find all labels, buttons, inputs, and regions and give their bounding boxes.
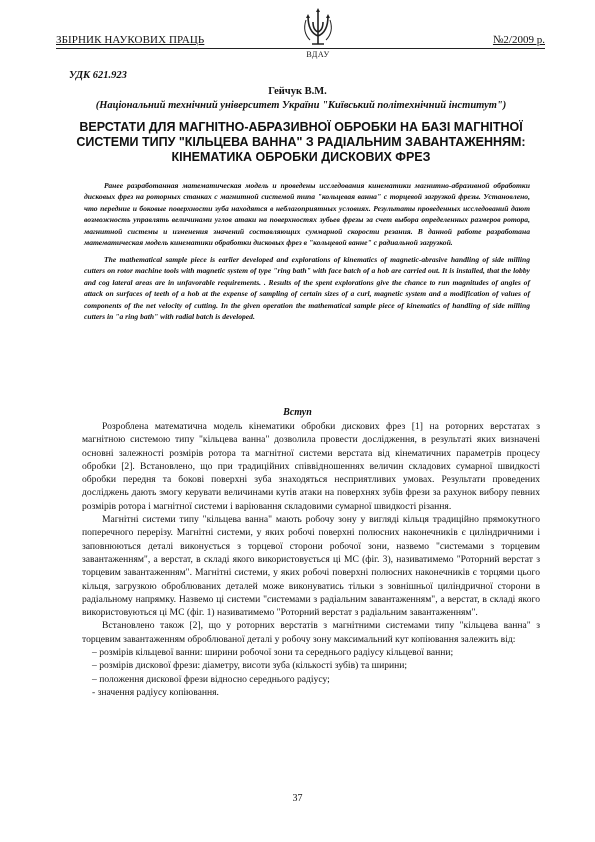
author-name: Гейчук В.М. [268,86,327,97]
abstract-english: The mathematical sample piece is earlier developed and explorations of kinematics of magnetic-abrasive handling of side milling cutters on rotor machine tools with magnetic system of type "ring bath" with face batch of a hob are carried out. It is installed, that the lobby and cog lateral areas are in unfavorable requirements. . Results of the spent explorations give the chance to run magnitudes of angles of attack on surfaces of teeth of a hob at the expense of sampling of certain sizes of a curl, magnetic system and a modification of values of components of the net velocity of cutting. In the given operation the mathematical sample piece of kinematics of handling of side milling cutters in "a ring bath" with radial batch is developed. [84,255,530,322]
abstract-russian: Ранее разработанная математическая модель и проведены исследования кинематики магнитно-абразивной обработки дисковых фрез на роторных станках с магнитной системой типа "кольцевая ванна" с торцевой загрузкой фрезы. Установлено, что передние и боковые поверхности зуба находятся в неблагоприятных условиях. Результаты проведенных исследований дают возможность управлять величинами углов атаки на поверхностях зубьев фрезы за счет выбора определенных размеров ротора, магнитной системы и изменения значений составляющих суммарной скорости резания. В данной работе разработана математическая модель кинематики обработки дисковых фрез в "кольцевой ванне" с радиальной загрузкой. [84,181,530,248]
list-item: – положення дискової фрези відносно середнього радіусу; [92,673,330,685]
udk-code: УДК 621.923 [69,70,127,81]
section-heading: Вступ [283,407,312,418]
issue-number: №2/2009 р. [492,34,545,46]
page-number: 37 [292,793,303,804]
affiliation: (Національний технічний університет України "Київський політехнічний інститут") [95,100,507,111]
journal-name: ЗБІРНИК НАУКОВИХ ПРАЦЬ [56,34,205,46]
list-item: - значення радіусу копіювання. [92,686,219,698]
trident-emblem-icon [300,6,336,52]
emblem-caption: ВДАУ [306,50,330,59]
list-item: – розмірів кільцевої ванни: ширини робочої зони та середнього радіусу кільцевої ванни; [92,647,454,659]
body-text [82,420,540,699]
paragraph: Встановлено також [2], що у роторних верстатів з магнітними системами типу "кільцева ванна" з торцевим завантаженням оброблюваної деталі у робочу зону максимальний кут копіювання залежить від: [82,620,540,645]
running-header [56,24,545,60]
list-item: – розмірів дискової фрези: діаметру, висоти зуба (кількості зубів) та ширини; [92,660,408,672]
paragraph: Магнітні системи типу "кільцева ванна" мають робочу зону у вигляді кільця традиційно прямокутного поперечного перерізу. Магнітні системи, у яких робочі поверхні полюсних наконечників є циліндричними і заповнюються деталі виконується з торцевої сторони робочої зони, назвемо "системами з торцевим завантаженням", а верстат, в складі якого використовується ці МС (фіг. 3), називатимемо "Роторний верстат з торцевим завантаженням". Магнітні системи, у яких робочі поверхні полюсних наконечників є торцями цього кільця, загрузкою оброблюваних деталей може виконуватись тільки з зовнішньої циліндричної сторони в радіальному напрямку. Назвемо ці системи "системами з радіальним завантаженням", а верстат, в складі якого використовуються ці МС (фіг. 1) називатимемо "Роторний верстат з радіальним завантаженням". [82,514,540,619]
header-rule [56,48,545,49]
paragraph: Розроблена математична модель кінематики обробки дискових фрез [1] на роторних верстатах з магнітною системою типу "кільцева ванна" дозволила провести дослідження, в результаті яких визначені основні залежності розмірів ротора та магнітної системи верстата від кінематичних параметрів процесу обробки [2]. Встановлено, що при традиційних співвідношеннях величин складових сумарної швидкості обробки передня та бокові поверхні зуба знаходяться несприятливих умовах. Результати проведених досліджень дають змогу керувати величинами кутів атаки на поверхнях зубів фрези за рахунок вибору певних розмірів ротора і магнітної системи і варіювання складовими сумарної швидкості різання. [82,421,540,512]
paper-title: ВЕРСТАТИ ДЛЯ МАГНІТНО-АБРАЗИВНОЇ ОБРОБКИ НА БАЗІ МАГНІТНОЇ СИСТЕМИ ТИПУ "КІЛЬЦЕВА ВАННА" З РАДІАЛЬНИМ ЗАВАНТАЖЕННЯМ: КІНЕМАТИКА ОБРОБКИ ДИСКОВИХ ФРЕЗ [76,120,526,164]
